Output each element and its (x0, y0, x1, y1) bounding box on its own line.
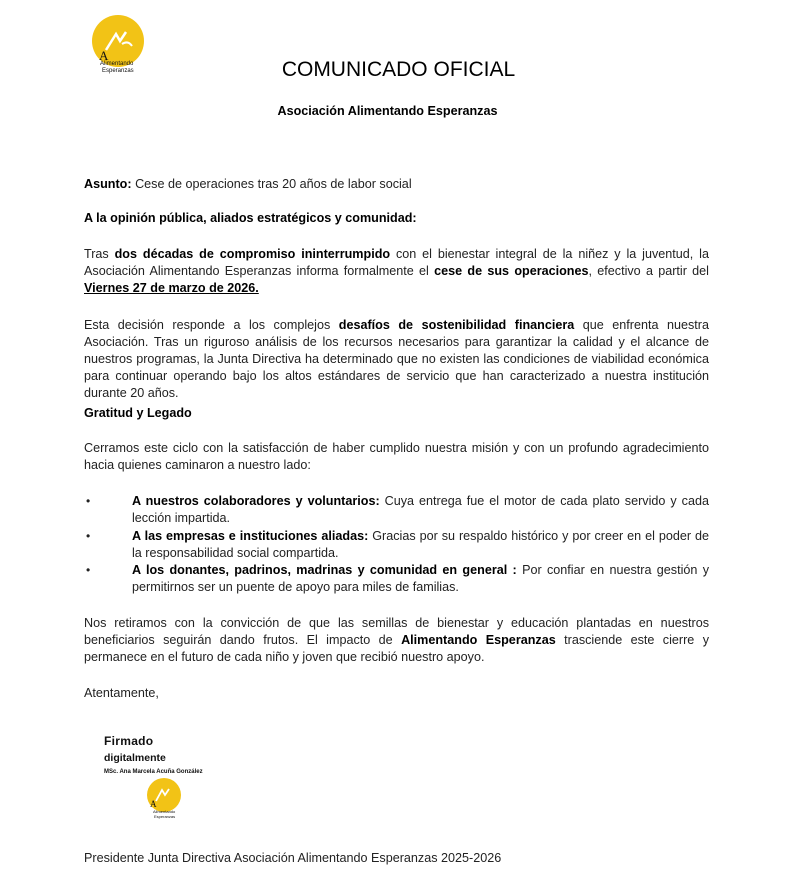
paragraph-2 (84, 317, 709, 402)
bullet-dot: • (86, 563, 91, 577)
p2-bold-b: desafíos de sostenibilidad financiera (338, 318, 575, 332)
logo-text-line1: Alimentando (100, 61, 134, 67)
logo-text-line2: Esperanzas (102, 68, 134, 74)
p4-text-a: Nos retiramos con la convicción de que las semillas de bienestar y educación plantadas en nuestros beneficiarios seguirán dando frutos. El impacto de (84, 616, 709, 647)
p2-text-c: que enfrenta nuestra Asociación. Tras un riguroso análisis de los recursos necesarios para garantizar la calidad y el alcance de nuestros programas, la Junta Directiva ha determinado que no existen las condiciones de viabilidad económica para continuar operando bajo los altos estándares de servicio que han caracterizado a nuestra institución durante 20 años. (84, 318, 710, 400)
p1-effective-date: Viernes 27 de marzo de 2026. (84, 281, 259, 295)
p2-text-a: Esta decisión responde a los complejos (84, 318, 339, 332)
footer-text: Presidente Junta Directiva Asociación Alimentando Esperanzas 2025-2026 (84, 851, 502, 865)
paragraph-4 (84, 615, 709, 666)
signature-logo-text-line2: Esperanzas (154, 814, 176, 819)
signature-line-1: Firmado (104, 734, 154, 748)
document-subtitle: Asociación Alimentando Esperanzas (277, 104, 498, 118)
svg-text:A: A (150, 799, 157, 809)
bullet-item-2 (86, 528, 709, 562)
p1-text-e: , efectivo a partir del (588, 264, 709, 278)
p4-bold-b: Alimentando Esperanzas (401, 633, 556, 647)
p1-bold-b: dos décadas de compromiso ininterrumpido (114, 247, 391, 261)
signature-logo (143, 777, 183, 821)
bullet-dot: • (86, 529, 91, 543)
bullet-item-1 (86, 493, 709, 527)
section-heading (84, 405, 709, 422)
greeting-text: A la opinión pública, aliados estratégicos y comunidad: (84, 211, 417, 225)
signature-name: MSc. Ana Marcela Acuña González (104, 769, 203, 775)
p4-text-c: trasciende este cierre y permanece en el futuro de cada niño y joven que recibió nuestro apoyo. (84, 633, 709, 664)
bullet-2-bold: A las empresas e instituciones aliadas: (132, 529, 369, 543)
svg-text:A: A (99, 48, 109, 63)
signature-line-2: digitalmente (104, 752, 166, 764)
bullet-1-bold: A nuestros colaboradores y voluntarios: (132, 494, 380, 508)
bullet-item-3 (86, 562, 710, 596)
bullet-dot: • (86, 494, 91, 508)
greeting (84, 210, 709, 227)
bullet-2-text: Gracias por su respaldo histórico y por creer en el poder de la responsabilidad social compartida. (132, 529, 709, 560)
p1-text-a: Tras (84, 247, 115, 261)
signature-logo-text-line1: Alimentando (153, 809, 176, 814)
bullet-1-text: Cuya entrega fue el motor de cada plato servido y cada lección impartida. (132, 494, 709, 525)
paragraph-3: Cerramos este ciclo con la satisfacción de haber cumplido nuestra misión y con un profundo agradecimiento hacia quienes caminaron a nuestro lado: (84, 441, 709, 472)
closing: Atentamente, (84, 686, 159, 700)
document-title: COMUNICADO OFICIAL (281, 58, 516, 81)
bullet-3-bold: A los donantes, padrinos, madrinas y comunidad en general : (132, 563, 517, 577)
bullet-3-text: Por confiar en nuestra gestión y permitirnos ser un puente de apoyo para miles de familias. (132, 563, 710, 594)
p1-text-c: con el bienestar integral de la niñez y la juventud, la Asociación Alimentando Esperanzas informa formalmente el (84, 247, 709, 278)
p1-bold-d: cese de sus operaciones (434, 264, 589, 278)
subject-line (84, 176, 709, 193)
section-heading-text: Gratitud y Legado (84, 406, 192, 420)
subject-text: Cese de operaciones tras 20 años de labor social (131, 177, 412, 191)
subject-label: Asunto: (84, 177, 132, 191)
paragraph-1 (84, 246, 709, 297)
